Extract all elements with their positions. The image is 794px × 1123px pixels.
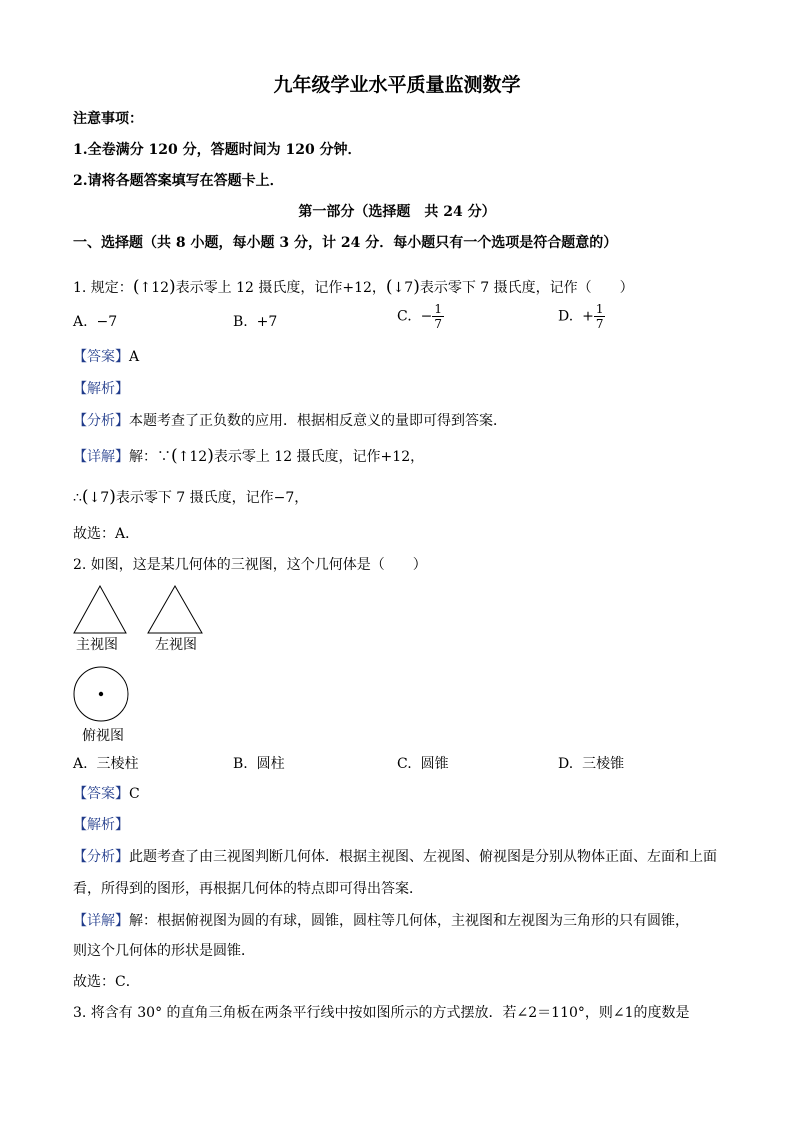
option-label: C. <box>397 308 412 325</box>
q1-mid1: 表示零上 12 摄氏度，记作 <box>175 280 343 296</box>
q1-option-c <box>397 302 444 331</box>
down-arrow-icon: ↓ <box>392 280 405 296</box>
answer-tag: 【答案】 <box>73 786 129 802</box>
option-label: A. <box>73 756 88 772</box>
q3-stem: 3. 将含有 30° 的直角三角板在两条平行线中按如图所示的方式摆放．若∠2＝110°，则∠1的度数是 <box>73 1005 690 1021</box>
sym-num: 12 <box>189 449 208 465</box>
option-label: A. <box>73 314 88 330</box>
option-value: +7 <box>256 314 278 330</box>
q1-option-b <box>233 312 277 332</box>
fraction-numerator: 1 <box>434 302 442 316</box>
front-view-label: 主视图 <box>76 637 118 653</box>
option-label: C. <box>397 756 412 772</box>
q1-stem: 1. 规定：(↑12)表示零上 12 摄氏度，记作+12，(↓7)表示零下 7 摄氏度，记作（ ） <box>73 277 634 297</box>
notice-item-1: 1.全卷满分 120 分，答题时间为 120 分钟． <box>73 142 362 158</box>
option-sign: − <box>420 308 433 325</box>
q1-val1: +12 <box>342 280 372 296</box>
part-heading: 第一部分（选择题 共 24 分） <box>298 204 496 220</box>
q2-option-a <box>73 754 138 774</box>
q2-choose: 故选：C． <box>73 974 140 990</box>
option-value: 圆柱 <box>256 756 285 772</box>
fraction-denominator: 7 <box>595 317 604 331</box>
fenxi-tag: 【分析】 <box>73 849 129 865</box>
q1-answer <box>73 347 139 367</box>
therefore-post: 表示零下 7 摄氏度，记作−7， <box>115 490 309 506</box>
down-arrow-icon: ↓ <box>88 490 101 506</box>
q1-mid2: 表示零下 7 摄氏度，记作（ ） <box>419 280 634 296</box>
q1-prefix: 1. 规定： <box>73 280 133 296</box>
section-heading: 一、选择题（共 8 小题，每小题 3 分，计 24 分．每小题只有一个选项是符合题意的） <box>73 235 618 251</box>
top-view-center-dot <box>99 692 103 696</box>
fenxi-tag: 【分析】 <box>73 413 129 429</box>
left-view-triangle <box>148 586 202 633</box>
fraction <box>432 302 444 331</box>
option-label: D. <box>558 308 574 325</box>
q1-choose: 故选：A． <box>73 526 140 542</box>
q2-stem: 2. 如图，这是某几何体的三视图，这个几何体是（ ） <box>73 557 427 573</box>
q1-comma: ， <box>371 280 386 296</box>
notice-heading: 注意事项： <box>73 111 143 127</box>
xiangjie-pre: 解：∵ <box>129 449 171 465</box>
front-view-triangle <box>74 586 126 633</box>
xiangjie-tag: 【详解】 <box>73 913 129 929</box>
q2-analysis-tag: 【解析】 <box>73 817 129 833</box>
q1-sym1-num: 12 <box>151 280 170 296</box>
up-arrow-icon: ↑ <box>139 280 152 296</box>
option-label: D. <box>558 756 574 772</box>
xiangjie-post: 表示零上 12 摄氏度，记作+12， <box>213 449 425 465</box>
three-view-triangles <box>72 584 206 636</box>
fraction-numerator: 1 <box>595 302 604 316</box>
notice-item-2: 2.请将各题答案填写在答题卡上． <box>73 173 284 189</box>
q2-option-c <box>397 754 449 774</box>
option-value: 三棱锥 <box>582 756 625 772</box>
fraction-denominator: 7 <box>434 317 442 331</box>
option-value: 圆锥 <box>420 756 449 772</box>
option-label: B. <box>233 756 248 772</box>
q1-option-d <box>558 302 605 331</box>
q2-fenxi-line1 <box>73 847 717 867</box>
q2-fenxi-line2: 看，所得到的图形，再根据几何体的特点即可得出答案． <box>73 881 423 897</box>
q2-xiangjie-line1 <box>73 911 689 931</box>
answer-value: C <box>129 786 140 802</box>
xiangjie-text: 解：根据俯视图为圆的有球，圆锥，圆柱等几何体，主视图和左视图为三角形的只有圆锥， <box>129 913 689 929</box>
top-view-circle <box>72 666 132 724</box>
q1-analysis-tag: 【解析】 <box>73 381 129 397</box>
fenxi-text: 本题考查了正负数的应用．根据相反意义的量即可得到答案． <box>129 413 507 429</box>
xiangjie-tag: 【详解】 <box>73 449 129 465</box>
option-sign: + <box>582 308 594 325</box>
fraction <box>594 302 606 331</box>
q2-option-b <box>233 754 285 774</box>
fenxi-text: 此题考查了由三视图判断几何体．根据主视图、左视图、俯视图是分别从物体正面、左面和上面 <box>129 849 717 865</box>
q1-sym2-num: 7 <box>404 280 414 296</box>
q1-fenxi <box>73 411 507 431</box>
q1-therefore: ∴(↓7)表示零下 7 摄氏度，记作−7， <box>73 487 309 507</box>
option-label: B. <box>233 314 248 330</box>
answer-tag: 【答案】 <box>73 349 129 365</box>
up-arrow-icon: ↑ <box>177 449 190 465</box>
therefore-icon: ∴ <box>73 490 82 506</box>
q2-xiangjie-line2: 则这个几何体的形状是圆锥． <box>73 943 255 959</box>
answer-value: A <box>129 349 140 365</box>
left-view-label: 左视图 <box>155 637 197 653</box>
page-title: 九年级学业水平质量监测数学 <box>273 74 521 96</box>
q1-xiangjie: 【详解】解：∵(↑12)表示零上 12 摄氏度，记作+12， <box>73 446 425 466</box>
q2-answer <box>73 784 140 804</box>
sym-num: 7 <box>100 490 110 506</box>
q1-option-a <box>73 312 117 332</box>
option-value: 三棱柱 <box>96 756 139 772</box>
q2-option-d <box>558 754 624 774</box>
top-view-label: 俯视图 <box>82 728 124 744</box>
option-value: −7 <box>96 314 118 330</box>
